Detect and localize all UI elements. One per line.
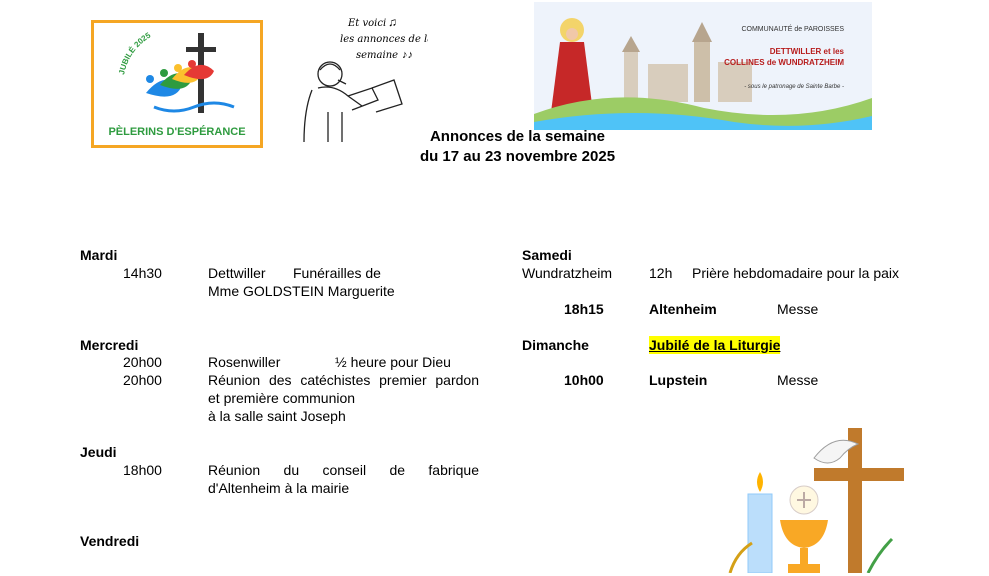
announcer-line3: semaine: [356, 50, 399, 61]
announcer-illustration: [298, 12, 428, 144]
samedi-place2: Altenheim: [649, 301, 717, 317]
banner-line1: COMMUNAUTÉ de PAROISSES: [741, 26, 844, 33]
jeudi-event-line2: d'Altenheim à la mairie: [208, 480, 350, 496]
samedi-event1: Prière hebdomadaire pour la paix: [692, 265, 900, 281]
music-note-icon: ♪♪: [402, 49, 413, 61]
mardi-event: Funérailles de: [293, 265, 381, 281]
jeudi-time: 18h00: [123, 462, 162, 478]
announcer-line1: Et voici: [348, 18, 387, 29]
samedi-place1: Wundratzheim: [522, 265, 613, 281]
day-samedi: Samedi: [522, 247, 572, 263]
mardi-place: Dettwiller: [208, 265, 266, 281]
samedi-event2: Messe: [777, 301, 819, 317]
parish-landscape-icon: [534, 2, 872, 130]
mercredi-event2-line3: à la salle saint Joseph: [208, 408, 346, 424]
mardi-event-line2: Mme GOLDSTEIN Marguerite: [208, 283, 395, 299]
mercredi-time2: 20h00: [123, 372, 162, 388]
banner-line2: DETTWILLER et les: [769, 47, 844, 56]
dimanche-time: 10h00: [564, 372, 604, 388]
parish-banner: [534, 2, 872, 130]
dimanche-place: Lupstein: [649, 372, 708, 388]
announcer-drawing-icon: [298, 12, 428, 144]
mercredi-event2-line2: et première communion: [208, 390, 356, 406]
day-jeudi: Jeudi: [80, 444, 117, 460]
day-dimanche: Dimanche: [522, 337, 589, 353]
svg-text:JUBILÉ 2025: [117, 30, 153, 75]
samedi-time1: 12h: [649, 265, 673, 281]
eucharist-illustration: [718, 424, 910, 573]
day-mardi: Mardi: [80, 247, 118, 263]
jubile-motto-text: PÈLERINS D'ESPÉRANCE: [108, 126, 246, 138]
jubile-2025-logo: [91, 20, 263, 148]
mercredi-event2-line1: Réunion des catéchistes premier pardon: [208, 372, 479, 388]
jubile-emblem-icon: [94, 23, 260, 145]
day-vendredi: Vendredi: [80, 533, 140, 549]
mercredi-time1: 20h00: [123, 354, 162, 370]
chalice-cross-dove-icon: [718, 424, 910, 573]
music-note-icon: ♫: [388, 15, 397, 29]
banner-line4: - sous le patronage de Sainte Barbe -: [744, 84, 844, 90]
banner-line3: COLLINES de WUNDRATZHEIM: [724, 58, 844, 67]
announcer-line2: les annonces de la: [340, 34, 428, 45]
day-mercredi: Mercredi: [80, 337, 139, 353]
mercredi-place1: Rosenwiller: [208, 354, 281, 370]
page-title: [380, 127, 655, 167]
jubile-year-text: JUBILÉ 2025: [117, 30, 153, 76]
mardi-time: 14h30: [123, 265, 162, 281]
mercredi-event1: ½ heure pour Dieu: [335, 354, 451, 370]
dimanche-highlight: Jubilé de la Liturgie: [649, 337, 781, 353]
samedi-time2: 18h15: [564, 301, 604, 317]
jeudi-event-line1: Réunion du conseil de fabrique: [208, 462, 479, 478]
title-line1: Annonces de la semaine: [429, 128, 606, 145]
title-line2: du 17 au 23 novembre 2025: [419, 148, 616, 165]
dimanche-event: Messe: [777, 372, 819, 388]
